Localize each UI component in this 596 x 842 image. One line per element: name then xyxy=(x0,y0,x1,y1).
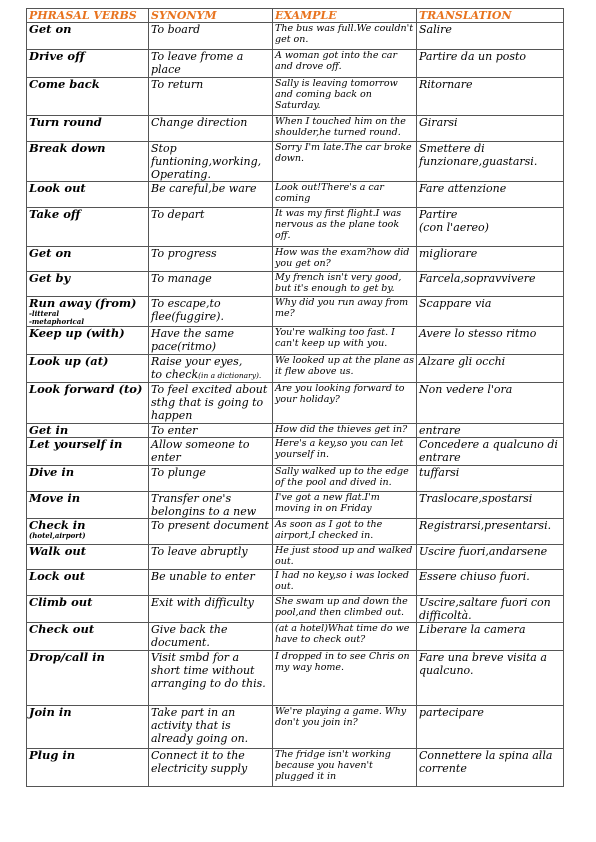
example: I've got a new flat.I'm moving in on Friday xyxy=(273,492,417,519)
synonym: To progress xyxy=(149,247,273,272)
translation: Smettere di funzionare,guastarsi. xyxy=(417,142,564,182)
phrasal-verb: Turn round xyxy=(27,116,149,142)
table-row xyxy=(27,492,564,519)
example: When I touched him on the shoulder,he turned round. xyxy=(273,116,417,142)
table-row xyxy=(27,383,564,424)
table-header-row xyxy=(27,9,564,23)
example: Look out!There's a car coming xyxy=(273,182,417,208)
example: My french isn't very good, but it's enough to get by. xyxy=(273,272,417,297)
synonym: Connect it to the electricity supply xyxy=(149,749,273,787)
synonym: To leave frome a place xyxy=(149,50,273,78)
table-row xyxy=(27,519,564,545)
synonym: Stop funtioning,working, Operating. xyxy=(149,142,273,182)
phrasal-verb: Dive in xyxy=(27,466,149,492)
translation: Avere lo stesso ritmo xyxy=(417,327,564,355)
table-row xyxy=(27,272,564,297)
header-example: EXAMPLE xyxy=(273,9,417,23)
phrasal-verb: Move in xyxy=(27,492,149,519)
translation: migliorare xyxy=(417,247,564,272)
translation: Fare attenzione xyxy=(417,182,564,208)
translation: Concedere a qualcuno di entrare xyxy=(417,438,564,466)
table-row xyxy=(27,50,564,78)
table-row xyxy=(27,749,564,787)
translation xyxy=(417,208,564,247)
synonym: Allow someone to enter xyxy=(149,438,273,466)
example: We looked up at the plane as it flew above us. xyxy=(273,355,417,383)
phrasal-verb: Get on xyxy=(27,23,149,50)
phrasal-verb: Look forward (to) xyxy=(27,383,149,424)
phrasal-verb: Plug in xyxy=(27,749,149,787)
synonym: To plunge xyxy=(149,466,273,492)
phrasal-verb: Get in xyxy=(27,424,149,438)
header-translation: TRANSLATION xyxy=(417,9,564,23)
phrasal-verb: Look out xyxy=(27,182,149,208)
example: You're walking too fast. I can't keep up with you. xyxy=(273,327,417,355)
example: Sally walked up to the edge of the pool and dived in. xyxy=(273,466,417,492)
translation: Scappare via xyxy=(417,297,564,327)
phrasal-verb: Let yourself in xyxy=(27,438,149,466)
table-row xyxy=(27,116,564,142)
example: A woman got into the car and drove off. xyxy=(273,50,417,78)
example: We're playing a game. Why don't you join in? xyxy=(273,706,417,749)
synonym: Give back the document. xyxy=(149,623,273,651)
synonym: Raise your eyes, xyxy=(151,355,243,368)
synonym: Take part in an activity that is already going on. xyxy=(149,706,273,749)
translation: Alzare gli occhi xyxy=(417,355,564,383)
example: He just stood up and walked out. xyxy=(273,545,417,570)
phrasal-verb: Lock out xyxy=(27,570,149,596)
example: She swam up and down the pool,and then climbed out. xyxy=(273,596,417,623)
table-row xyxy=(27,142,564,182)
synonym: Be careful,be ware xyxy=(149,182,273,208)
header-phrasal-verbs: PHRASAL VERBS xyxy=(27,9,149,23)
translation: Essere chiuso fuori. xyxy=(417,570,564,596)
synonym: Change direction xyxy=(149,116,273,142)
phrasal-verb-cell xyxy=(27,297,149,327)
synonym: To escape,to flee(fuggire). xyxy=(149,297,273,327)
table-row xyxy=(27,247,564,272)
translation: entrare xyxy=(417,424,564,438)
header-synonym: SYNONYM xyxy=(149,9,273,23)
synonym: To feel excited about sthg that is going to happen xyxy=(149,383,273,424)
synonym-cell xyxy=(149,355,273,383)
verb-note: (hotel,airport) xyxy=(29,531,86,540)
table-row xyxy=(27,23,564,50)
phrasal-verb: Drop/call in xyxy=(27,651,149,706)
phrasal-verb-cell xyxy=(27,519,149,545)
synonym: To depart xyxy=(149,208,273,247)
phrasal-verb: Get by xyxy=(27,272,149,297)
phrasal-verb: Run away (from) xyxy=(29,296,137,310)
phrasal-verb: Check out xyxy=(27,623,149,651)
translation: Farcela,sopravvivere xyxy=(417,272,564,297)
table-row xyxy=(27,706,564,749)
translation: Traslocare,spostarsi xyxy=(417,492,564,519)
translation-line: Partire xyxy=(419,208,458,221)
translation: Salire xyxy=(417,23,564,50)
example: The fridge isn't working because you haven't plugged it in xyxy=(273,749,417,787)
translation-line: (con l'aereo) xyxy=(419,221,489,234)
phrasal-verbs-table xyxy=(26,8,564,787)
translation: Uscire fuori,andarsene xyxy=(417,545,564,570)
synonym: Exit with difficulty xyxy=(149,596,273,623)
example: How was the exam?how did you get on? xyxy=(273,247,417,272)
synonym-line xyxy=(151,368,270,382)
phrasal-verb: Come back xyxy=(27,78,149,116)
table-row xyxy=(27,545,564,570)
phrasal-verb: Get on xyxy=(27,247,149,272)
table-row xyxy=(27,596,564,623)
table-row xyxy=(27,355,564,383)
synonym-note: (in a dictionary). xyxy=(198,371,262,380)
verb-note: -metaphorical xyxy=(29,317,84,326)
example: As soon as I got to the airport,I checked in. xyxy=(273,519,417,545)
translation: Girarsi xyxy=(417,116,564,142)
phrasal-verb: Check in xyxy=(29,518,86,532)
synonym: To present document xyxy=(149,519,273,545)
synonym: To board xyxy=(149,23,273,50)
example: Sorry I'm late.The car broke down. xyxy=(273,142,417,182)
table-row xyxy=(27,182,564,208)
synonym: Be unable to enter xyxy=(149,570,273,596)
table-row xyxy=(27,623,564,651)
example: It was my first flight.I was nervous as the plane took off. xyxy=(273,208,417,247)
table-row xyxy=(27,570,564,596)
example: Here's a key,so you can let yourself in. xyxy=(273,438,417,466)
example: I dropped in to see Chris on my way home. xyxy=(273,651,417,706)
phrasal-verb: Join in xyxy=(27,706,149,749)
synonym: Have the same pace(ritmo) xyxy=(149,327,273,355)
phrasal-verb: Drive off xyxy=(27,50,149,78)
phrasal-verb: Climb out xyxy=(27,596,149,623)
synonym: Visit smbd for a short time without arranging to do this. xyxy=(149,651,273,706)
translation: Uscire,saltare fuori con difficoltà. xyxy=(417,596,564,623)
table-row xyxy=(27,424,564,438)
translation: tuffarsi xyxy=(417,466,564,492)
synonym: To manage xyxy=(149,272,273,297)
translation: Non vedere l'ora xyxy=(417,383,564,424)
synonym-text: to check xyxy=(151,368,199,381)
phrasal-verb: Look up (at) xyxy=(27,355,149,383)
synonym: To return xyxy=(149,78,273,116)
synonym: To leave abruptly xyxy=(149,545,273,570)
phrasal-verb: Take off xyxy=(27,208,149,247)
table-row xyxy=(27,327,564,355)
phrasal-verb: Break down xyxy=(27,142,149,182)
example: Are you looking forward to your holiday? xyxy=(273,383,417,424)
table-row xyxy=(27,466,564,492)
translation: Ritornare xyxy=(417,78,564,116)
example: Why did you run away from me? xyxy=(273,297,417,327)
table-row xyxy=(27,297,564,327)
table-row xyxy=(27,208,564,247)
synonym: To enter xyxy=(149,424,273,438)
table-row xyxy=(27,651,564,706)
example: Sally is leaving tomorrow and coming back on Saturday. xyxy=(273,78,417,116)
translation: Connettere la spina alla corrente xyxy=(417,749,564,787)
example: How did the thieves get in? xyxy=(273,424,417,438)
verb-note: -litteral xyxy=(29,309,60,318)
example: I had no key,so i was locked out. xyxy=(273,570,417,596)
phrasal-verb: Keep up (with) xyxy=(27,327,149,355)
translation: Fare una breve visita a qualcuno. xyxy=(417,651,564,706)
translation: Liberare la camera xyxy=(417,623,564,651)
phrasal-verb: Walk out xyxy=(27,545,149,570)
table-row xyxy=(27,438,564,466)
example: (at a hotel)What time do we have to check out? xyxy=(273,623,417,651)
synonym: Transfer one's belongins to a new xyxy=(149,492,273,519)
translation: Registrarsi,presentarsi. xyxy=(417,519,564,545)
translation: partecipare xyxy=(417,706,564,749)
example: The bus was full.We couldn't get on. xyxy=(273,23,417,50)
translation: Partire da un posto xyxy=(417,50,564,78)
table-row xyxy=(27,78,564,116)
